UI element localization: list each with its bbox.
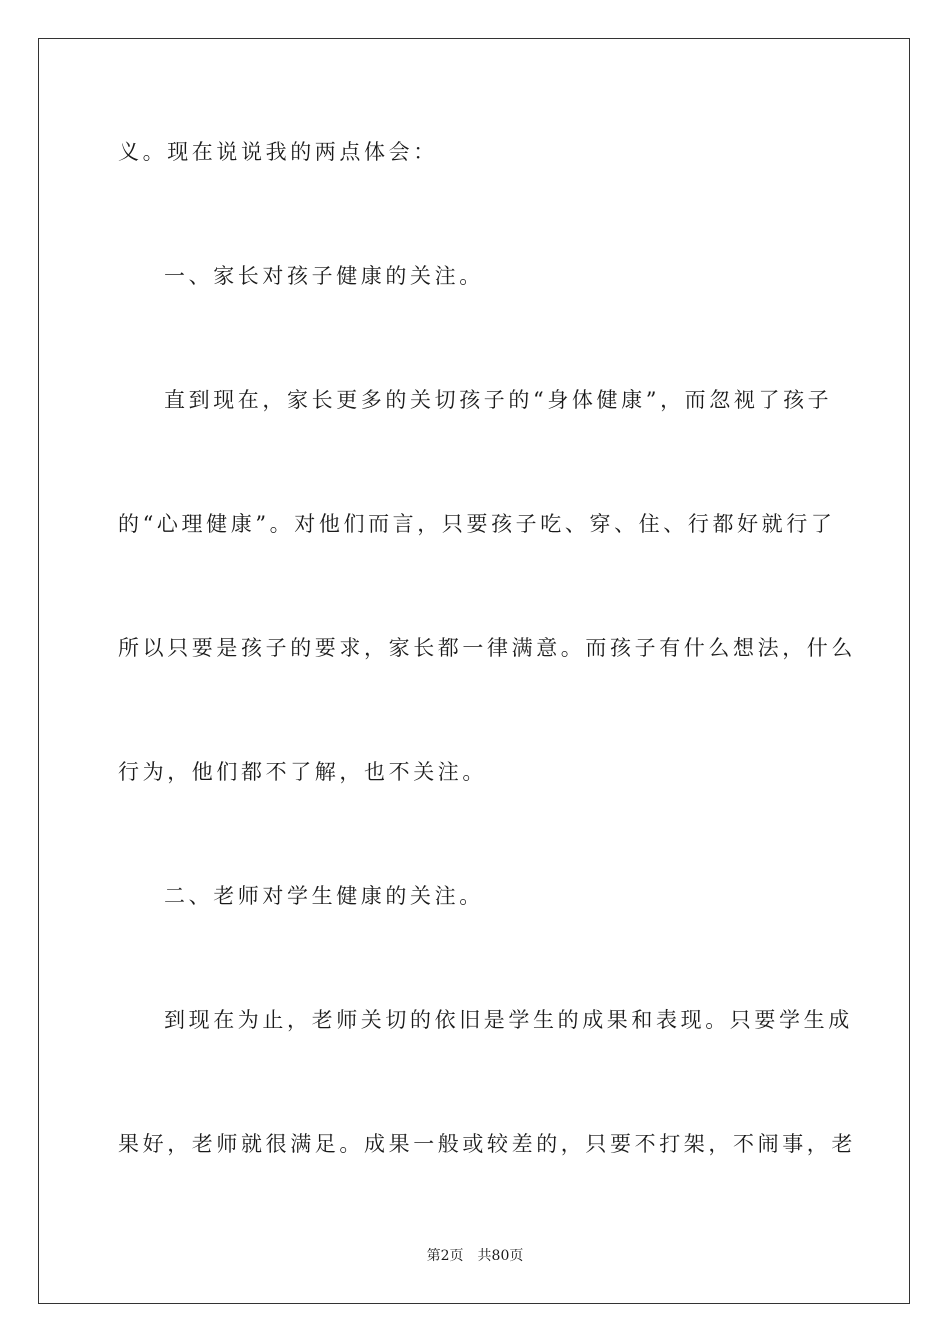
section-heading-teachers: 二、老师对学生健康的关注。 <box>164 884 484 908</box>
paragraph-line: 的“心理健康”。对他们而言，只要孩子吃、穿、住、行都好就行了 <box>118 512 836 536</box>
paragraph-line: 直到现在，家长更多的关切孩子的“身体健康”，而忽视了孩子 <box>164 388 833 412</box>
paragraph-line: 所以只要是孩子的要求，家长都一律满意。而孩子有什么想法，什么 <box>118 636 856 660</box>
section-heading-parents: 一、家长对孩子健康的关注。 <box>164 264 484 288</box>
paragraph-line: 义。现在说说我的两点体会： <box>118 140 438 164</box>
paragraph-line: 果好，老师就很满足。成果一般或较差的，只要不打架，不闹事，老 <box>118 1132 856 1156</box>
total-pages: 共80页 <box>477 1248 524 1264</box>
paragraph-line: 行为，他们都不了解，也不关注。 <box>118 760 487 784</box>
page-number: 第2页 <box>426 1248 464 1264</box>
page-footer <box>0 1246 950 1266</box>
page-border <box>38 38 910 1304</box>
paragraph-line: 到现在为止，老师关切的依旧是学生的成果和表现。只要学生成 <box>164 1008 853 1032</box>
